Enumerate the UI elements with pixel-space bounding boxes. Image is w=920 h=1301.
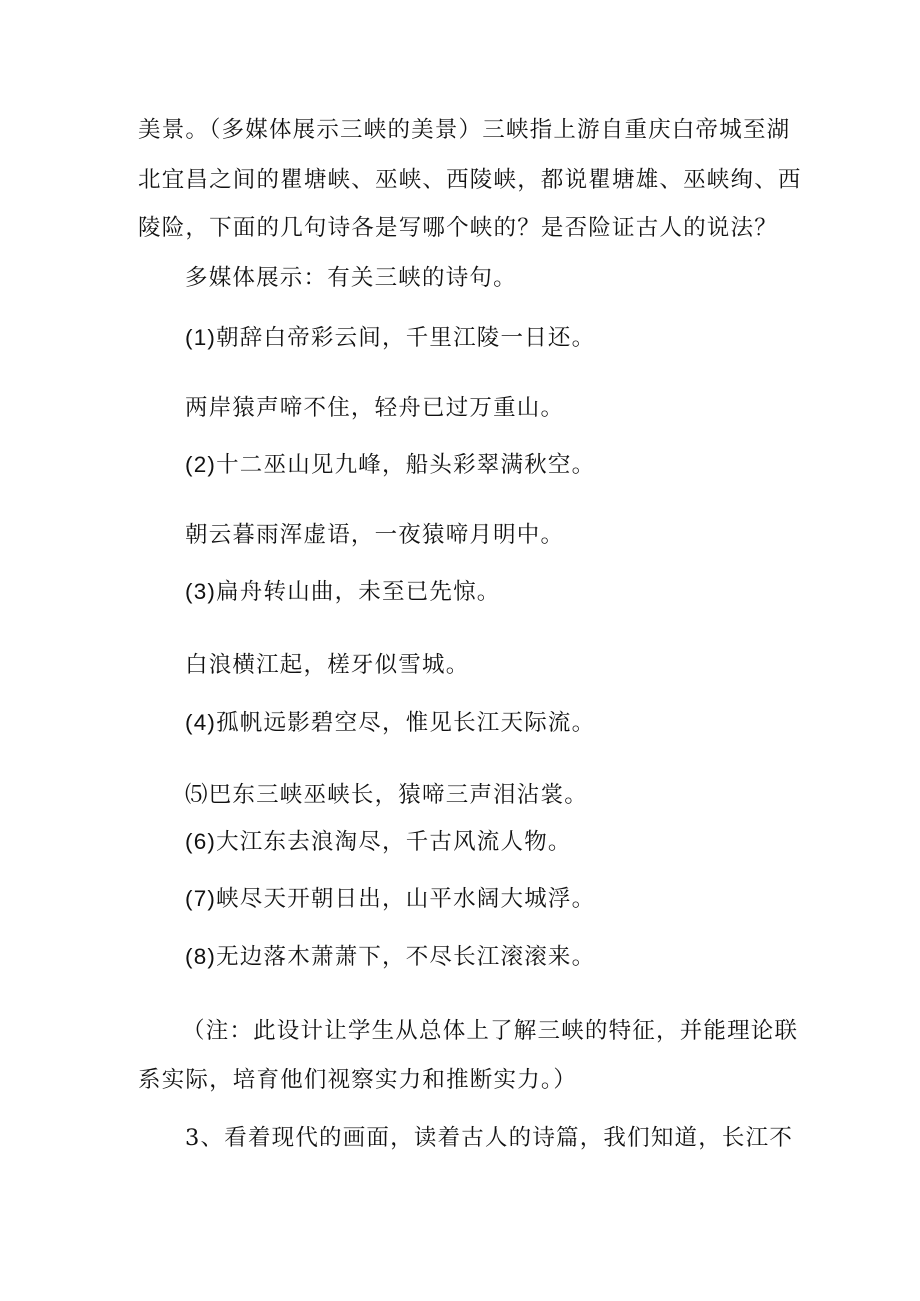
poem-number: (8) <box>185 944 217 969</box>
poem-text: 峡尽天开朝日出，山平水阔大城浮。 <box>216 886 596 912</box>
poem-text: 朝辞白帝彩云间，千里江陵一日还。 <box>216 325 596 351</box>
poem-text: 无边落木萧萧下，不尽长江滚滚来。 <box>216 944 596 970</box>
poem-number: (4) <box>185 710 217 735</box>
poem-text: 扁舟转山曲，未至已先惊。 <box>216 579 501 605</box>
poem-number: ⑸ <box>185 782 209 807</box>
intro-line-2: 北宜昌之间的瞿塘峡、巫峡、西陵峡，都说瞿塘雄、巫峡绚、西 <box>138 167 802 193</box>
poem-number: (2) <box>185 452 217 477</box>
poem-number: (6) <box>185 829 217 854</box>
poem-line-4 <box>185 520 564 550</box>
poem-line-3 <box>185 450 595 480</box>
poem-number: (7) <box>185 886 217 911</box>
poem-line-1 <box>185 323 595 353</box>
poem-text: 白浪横江起，槎牙似雪城。 <box>185 652 470 678</box>
poem-text: 巴东三峡巫峡长，猿啼三声泪沾裳。 <box>208 782 588 808</box>
poem-line-8 <box>185 780 588 810</box>
note-line-1: （注：此设计让学生从总体上了解三峡的特征，并能理论联 <box>182 1018 799 1044</box>
poem-text: 大江东去浪淘尽，千古风流人物。 <box>216 829 572 855</box>
poem-line-7 <box>185 708 595 738</box>
intro-line-1: 美景。（多媒体展示三峡的美景）三峡指上游自重庆白帝城至湖 <box>138 117 791 143</box>
poem-line-11 <box>185 942 595 972</box>
poem-line-5 <box>185 577 501 607</box>
note-line-2: 系实际，培育他们视察实力和推断实力。） <box>138 1067 578 1093</box>
poem-text: 朝云暮雨浑虚语，一夜猿啼月明中。 <box>185 522 565 548</box>
poem-number: (3) <box>185 579 217 604</box>
poem-line-9 <box>185 827 572 857</box>
poem-line-2 <box>185 393 564 423</box>
poem-text: 两岸猿声啼不住，轻舟已过万重山。 <box>185 395 565 421</box>
media-heading: 多媒体展示：有关三峡的诗句。 <box>185 265 517 291</box>
poem-line-10 <box>185 884 595 914</box>
poem-text: 十二巫山见九峰，船头彩翠满秋空。 <box>216 452 596 478</box>
poem-line-6 <box>185 650 469 680</box>
intro-line-3: 陵险，下面的几句诗各是写哪个峡的？是否险证古人的说法？ <box>138 215 778 241</box>
poem-number: (1) <box>185 325 217 350</box>
poem-text: 孤帆远影碧空尽，惟见长江天际流。 <box>216 710 596 736</box>
section3-line-1: 3、看着现代的画面，读着古人的诗篇，我们知道，长江不 <box>185 1125 794 1151</box>
